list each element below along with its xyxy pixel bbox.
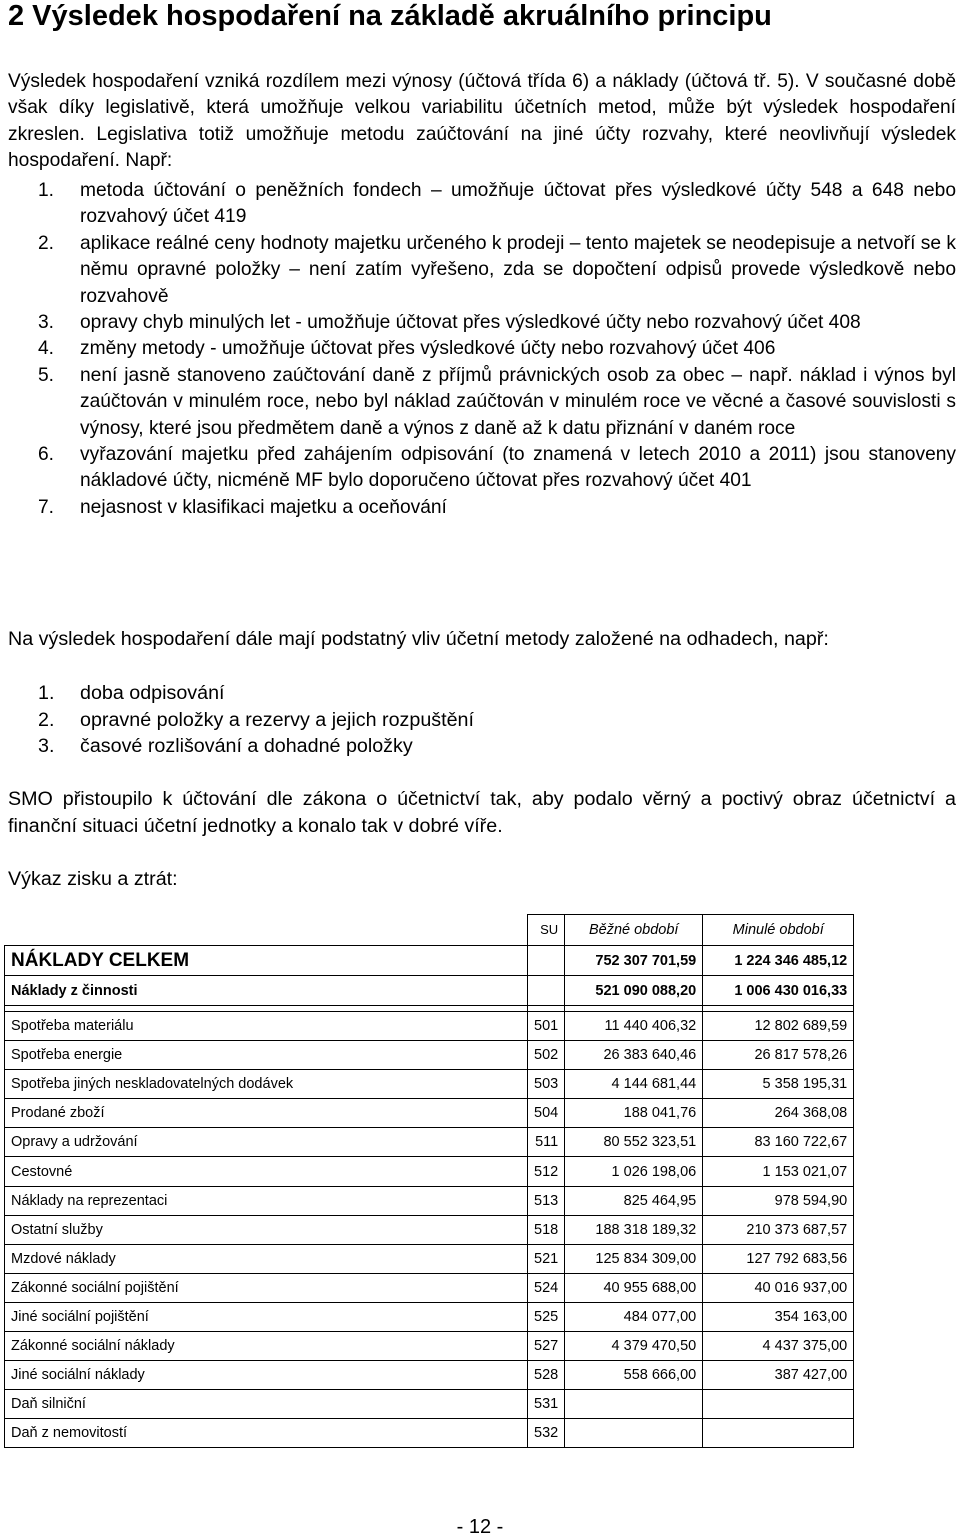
row-su: 518 bbox=[528, 1215, 565, 1244]
row-name: Jiné sociální náklady bbox=[5, 1361, 528, 1390]
row-current: 521 090 088,20 bbox=[565, 976, 703, 1006]
row-current: 80 552 323,51 bbox=[565, 1128, 703, 1157]
row-previous: 1 006 430 016,33 bbox=[703, 976, 854, 1006]
row-current: 188 041,76 bbox=[565, 1099, 703, 1128]
row-su: 527 bbox=[528, 1332, 565, 1361]
row-previous: 26 817 578,26 bbox=[703, 1041, 854, 1070]
row-name: Opravy a udržování bbox=[5, 1128, 528, 1157]
row-previous bbox=[703, 1419, 854, 1448]
row-name: Zákonné sociální pojištění bbox=[5, 1273, 528, 1302]
table-row bbox=[5, 1332, 854, 1361]
table-row bbox=[5, 1419, 854, 1448]
estimates-paragraph: Na výsledek hospodaření dále mají podstatný vliv účetní metody založené na odhadech, např: bbox=[8, 628, 829, 650]
row-previous: 354 163,00 bbox=[703, 1302, 854, 1331]
row-name: Jiné sociální pojištění bbox=[5, 1302, 528, 1331]
row-current: 11 440 406,32 bbox=[565, 1012, 703, 1041]
row-su: 525 bbox=[528, 1302, 565, 1331]
list-item: 1. metoda účtování o peněžních fondech – umožňuje účtovat přes výsledkové účty 548 a 648 nebo rozvahový účet 419 bbox=[38, 180, 956, 228]
row-name: Daň z nemovitostí bbox=[5, 1419, 528, 1448]
row-su: 521 bbox=[528, 1244, 565, 1273]
list-item: 3. opravy chyb minulých let - umožňuje účtovat přes výsledkové účty nebo rozvahový účet 408 bbox=[38, 312, 861, 334]
list-item: 6. vyřazování majetku před zahájením odpisování (to znamená v letech 2010 a 2011) jsou stanoveny nákladové účty, nicméně MF bylo doporučeno účtovat přes rozvahový účet 401 bbox=[38, 444, 956, 492]
page-number: - 12 - bbox=[456, 1516, 504, 1538]
row-su: 513 bbox=[528, 1186, 565, 1215]
header-previous-period: Minulé období bbox=[703, 915, 854, 946]
operating-costs-row bbox=[5, 976, 854, 1006]
list-item: 1. doba odpisování bbox=[38, 682, 225, 704]
row-previous: 978 594,90 bbox=[703, 1186, 854, 1215]
row-current: 1 026 198,06 bbox=[565, 1157, 703, 1186]
row-name: Spotřeba materiálu bbox=[5, 1012, 528, 1041]
header-su: SU bbox=[528, 915, 565, 946]
table-row bbox=[5, 1070, 854, 1099]
table-row bbox=[5, 1361, 854, 1390]
row-current: 125 834 309,00 bbox=[565, 1244, 703, 1273]
row-su: 504 bbox=[528, 1099, 565, 1128]
row-su: 501 bbox=[528, 1012, 565, 1041]
table-row bbox=[5, 1157, 854, 1186]
row-previous: 4 437 375,00 bbox=[703, 1332, 854, 1361]
statement-label: Výkaz zisku a ztrát: bbox=[8, 868, 178, 890]
row-name: Zákonné sociální náklady bbox=[5, 1332, 528, 1361]
row-previous: 387 427,00 bbox=[703, 1361, 854, 1390]
table-row bbox=[5, 1390, 854, 1419]
header-current-period: Běžné období bbox=[565, 915, 703, 946]
list-item: 2. aplikace reálné ceny hodnoty majetku určeného k prodeji – tento majetek se neodepisuje a netvoří se k němu opravné položky – není zatím vyřešeno, zda se dopočtení odpisů provede výsledkově nebo rozvahově bbox=[38, 232, 956, 307]
estimates-list bbox=[8, 680, 474, 760]
row-name: Spotřeba energie bbox=[5, 1041, 528, 1070]
table-row bbox=[5, 1244, 854, 1273]
row-su: 511 bbox=[528, 1128, 565, 1157]
row-current: 188 318 189,32 bbox=[565, 1215, 703, 1244]
section-heading: 2 Výsledek hospodaření na základě akruálního principu bbox=[8, 0, 772, 32]
row-previous: 210 373 687,57 bbox=[703, 1215, 854, 1244]
row-previous: 12 802 689,59 bbox=[703, 1012, 854, 1041]
table-row bbox=[5, 1041, 854, 1070]
row-name: Daň silniční bbox=[5, 1390, 528, 1419]
intro-paragraph: Výsledek hospodaření vzniká rozdílem mezi výnosy (účtová třída 6) a náklady (účtová tř. 5). V současné době však díky legislativě, která umožňuje velkou variabilitu účetních metod, může být výsledek hospodaření zkreslen. Legislativa totiž umožňuje metodu zaúčtování na jiné účty rozvahy, které neovlivňují výsledek hospodaření. Např: bbox=[8, 71, 956, 172]
row-name: NÁKLADY CELKEM bbox=[5, 946, 528, 976]
income-statement-table bbox=[4, 914, 854, 1448]
table-row bbox=[5, 1215, 854, 1244]
row-current: 558 666,00 bbox=[565, 1361, 703, 1390]
table-row bbox=[5, 1273, 854, 1302]
total-costs-row bbox=[5, 946, 854, 976]
table-header-row bbox=[5, 915, 854, 946]
row-previous: 40 016 937,00 bbox=[703, 1273, 854, 1302]
table-row bbox=[5, 1302, 854, 1331]
row-su: 531 bbox=[528, 1390, 565, 1419]
row-current: 4 144 681,44 bbox=[565, 1070, 703, 1099]
row-previous bbox=[703, 1390, 854, 1419]
list-item: 3. časové rozlišování a dohadné položky bbox=[38, 735, 413, 757]
row-name: Spotřeba jiných neskladovatelných dodávek bbox=[5, 1070, 528, 1099]
row-su: 503 bbox=[528, 1070, 565, 1099]
row-current: 752 307 701,59 bbox=[565, 946, 703, 976]
smo-paragraph: SMO přistoupilo k účtování dle zákona o účetnictví tak, aby podalo věrný a poctivý obraz účetnictví a finanční situaci účetní jednotky a konalo tak v dobré víře. bbox=[8, 788, 956, 837]
row-previous: 83 160 722,67 bbox=[703, 1128, 854, 1157]
table-row bbox=[5, 1128, 854, 1157]
legislation-issues-list bbox=[8, 178, 956, 521]
row-previous: 127 792 683,56 bbox=[703, 1244, 854, 1273]
list-item: 5. není jasně stanoveno zaúčtování daně z příjmů právnických osob za obec – např. náklad i výnos byl zaúčtován v minulém roce, nebo byl náklad zaúčtován v minulém roce ve věcné a časové souvislosti s výnosy, které jsou předmětem daně a výnos z daně až k datu přiznání v daném roce bbox=[38, 364, 956, 439]
row-current: 4 379 470,50 bbox=[565, 1332, 703, 1361]
row-su: 512 bbox=[528, 1157, 565, 1186]
table-row bbox=[5, 1012, 854, 1041]
row-name: Náklady na reprezentaci bbox=[5, 1186, 528, 1215]
table-row bbox=[5, 1186, 854, 1215]
row-current: 484 077,00 bbox=[565, 1302, 703, 1331]
row-current bbox=[565, 1390, 703, 1419]
row-current bbox=[565, 1419, 703, 1448]
row-previous: 1 153 021,07 bbox=[703, 1157, 854, 1186]
list-item: 4. změny metody - umožňuje účtovat přes výsledkové účty nebo rozvahový účet 406 bbox=[38, 338, 776, 360]
list-item: 2. opravné položky a rezervy a jejich rozpuštění bbox=[38, 708, 474, 731]
row-name: Ostatní služby bbox=[5, 1215, 528, 1244]
row-su: 502 bbox=[528, 1041, 565, 1070]
row-current: 26 383 640,46 bbox=[565, 1041, 703, 1070]
row-su: 532 bbox=[528, 1419, 565, 1448]
list-item: 7. nejasnost v klasifikaci majetku a oceňování bbox=[38, 496, 447, 518]
row-previous: 264 368,08 bbox=[703, 1099, 854, 1128]
row-name: Cestovné bbox=[5, 1157, 528, 1186]
row-current: 825 464,95 bbox=[565, 1186, 703, 1215]
row-name: Náklady z činnosti bbox=[5, 976, 528, 1006]
table-row bbox=[5, 1099, 854, 1128]
row-su: 524 bbox=[528, 1273, 565, 1302]
row-su: 528 bbox=[528, 1361, 565, 1390]
row-current: 40 955 688,00 bbox=[565, 1273, 703, 1302]
row-previous: 1 224 346 485,12 bbox=[703, 946, 854, 976]
row-name: Mzdové náklady bbox=[5, 1244, 528, 1273]
row-name: Prodané zboží bbox=[5, 1099, 528, 1128]
row-previous: 5 358 195,31 bbox=[703, 1070, 854, 1099]
